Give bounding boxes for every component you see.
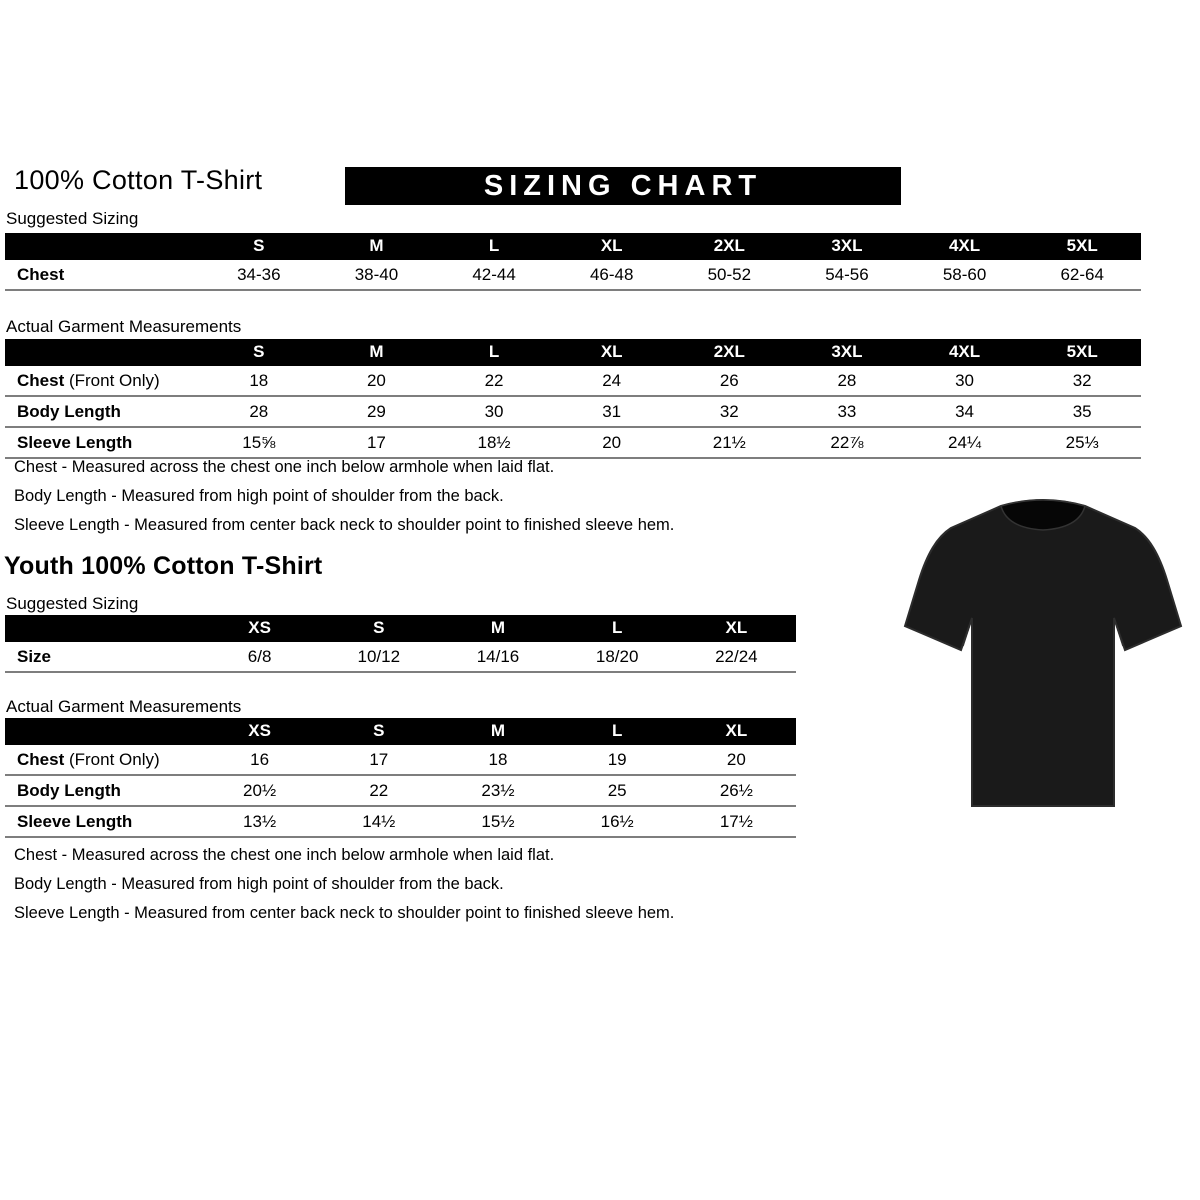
measurement-value: 32 bbox=[1023, 366, 1141, 396]
size-column-header: XL bbox=[677, 718, 796, 745]
youth-suggested-table bbox=[5, 615, 796, 673]
measurement-value: 24¼ bbox=[906, 427, 1024, 458]
measurement-value: 17 bbox=[318, 427, 436, 458]
size-column-header: 2XL bbox=[671, 233, 789, 260]
measurement-value: 34-36 bbox=[200, 260, 318, 290]
measurement-value: 25⅓ bbox=[1023, 427, 1141, 458]
size-column-header: M bbox=[438, 718, 557, 745]
table-row bbox=[5, 642, 796, 672]
row-label: Sleeve Length bbox=[5, 427, 200, 458]
measurement-value: 33 bbox=[788, 396, 906, 427]
row-label: Body Length bbox=[5, 775, 200, 806]
note-chest: Chest - Measured across the chest one inch below armhole when laid flat. bbox=[14, 846, 555, 864]
youth-actual-measurements-label: Actual Garment Measurements bbox=[6, 697, 242, 716]
size-column-header: M bbox=[318, 339, 436, 366]
size-column-header: 4XL bbox=[906, 339, 1024, 366]
table-row bbox=[5, 366, 1141, 396]
youth-measurement-notes bbox=[14, 846, 674, 933]
note-chest: Chest - Measured across the chest one inch below armhole when laid flat. bbox=[14, 458, 555, 476]
size-column-header: 5XL bbox=[1023, 233, 1141, 260]
measurement-value: 13½ bbox=[200, 806, 319, 837]
table-row bbox=[5, 775, 796, 806]
size-column-header: XL bbox=[553, 339, 671, 366]
size-column-header: 3XL bbox=[788, 233, 906, 260]
adult-suggested-sizing-label: Suggested Sizing bbox=[6, 209, 139, 228]
measurement-value: 16½ bbox=[558, 806, 677, 837]
measurement-value: 28 bbox=[200, 396, 318, 427]
table-row bbox=[5, 745, 796, 775]
size-column-header: XS bbox=[200, 718, 319, 745]
measurement-value: 26 bbox=[671, 366, 789, 396]
size-column-header: XL bbox=[553, 233, 671, 260]
size-column-header: XL bbox=[677, 615, 796, 642]
measurement-value: 30 bbox=[906, 366, 1024, 396]
measurement-value: 21½ bbox=[671, 427, 789, 458]
measurement-value: 18 bbox=[438, 745, 557, 775]
row-label: Chest (Front Only) bbox=[5, 366, 200, 396]
table-corner-cell bbox=[5, 615, 200, 642]
measurement-value: 19 bbox=[558, 745, 677, 775]
tshirt-graphic bbox=[893, 476, 1193, 816]
size-column-header: M bbox=[318, 233, 436, 260]
tshirt-body bbox=[905, 500, 1181, 806]
adult-measurement-notes bbox=[14, 458, 674, 545]
measurement-value: 20 bbox=[553, 427, 671, 458]
measurement-value: 58-60 bbox=[906, 260, 1024, 290]
size-column-header: L bbox=[558, 615, 677, 642]
measurement-value: 18/20 bbox=[558, 642, 677, 672]
measurement-value: 28 bbox=[788, 366, 906, 396]
size-column-header: L bbox=[558, 718, 677, 745]
measurement-value: 25 bbox=[558, 775, 677, 806]
size-column-header: 4XL bbox=[906, 233, 1024, 260]
note-body-length: Body Length - Measured from high point of shoulder from the back. bbox=[14, 487, 504, 505]
measurement-value: 50-52 bbox=[671, 260, 789, 290]
size-column-header: L bbox=[435, 233, 553, 260]
table-corner-cell bbox=[5, 718, 200, 745]
youth-section-title: Youth 100% Cotton T-Shirt bbox=[4, 552, 323, 580]
table-row bbox=[5, 260, 1141, 290]
size-column-header: S bbox=[319, 615, 438, 642]
adult-actual-table bbox=[5, 339, 1141, 459]
size-column-header: 5XL bbox=[1023, 339, 1141, 366]
measurement-value: 22⅞ bbox=[788, 427, 906, 458]
table-header-row bbox=[5, 718, 796, 745]
adult-suggested-table bbox=[5, 233, 1141, 291]
measurement-value: 26½ bbox=[677, 775, 796, 806]
youth-actual-table bbox=[5, 718, 796, 838]
sizing-chart-banner: SIZING CHART bbox=[345, 167, 901, 205]
measurement-value: 20 bbox=[677, 745, 796, 775]
size-column-header: L bbox=[435, 339, 553, 366]
measurement-value: 62-64 bbox=[1023, 260, 1141, 290]
measurement-value: 54-56 bbox=[788, 260, 906, 290]
table-header-row bbox=[5, 615, 796, 642]
measurement-value: 32 bbox=[671, 396, 789, 427]
table-corner-cell bbox=[5, 339, 200, 366]
row-label: Sleeve Length bbox=[5, 806, 200, 837]
table-header-row bbox=[5, 233, 1141, 260]
row-label: Chest (Front Only) bbox=[5, 745, 200, 775]
size-column-header: M bbox=[438, 615, 557, 642]
measurement-value: 14/16 bbox=[438, 642, 557, 672]
size-column-header: S bbox=[319, 718, 438, 745]
note-sleeve-length: Sleeve Length - Measured from center back neck to shoulder point to finished sleeve hem. bbox=[14, 904, 675, 922]
row-label: Chest bbox=[5, 260, 200, 290]
measurement-value: 17½ bbox=[677, 806, 796, 837]
note-body-length: Body Length - Measured from high point of shoulder from the back. bbox=[14, 875, 504, 893]
measurement-value: 22/24 bbox=[677, 642, 796, 672]
adult-actual-measurements-label: Actual Garment Measurements bbox=[6, 317, 242, 336]
measurement-value: 17 bbox=[319, 745, 438, 775]
measurement-value: 14½ bbox=[319, 806, 438, 837]
measurement-value: 10/12 bbox=[319, 642, 438, 672]
size-column-header: 2XL bbox=[671, 339, 789, 366]
measurement-value: 46-48 bbox=[553, 260, 671, 290]
table-row bbox=[5, 806, 796, 837]
measurement-value: 34 bbox=[906, 396, 1024, 427]
measurement-value: 20 bbox=[318, 366, 436, 396]
size-column-header: 3XL bbox=[788, 339, 906, 366]
size-column-header: S bbox=[200, 233, 318, 260]
row-label: Body Length bbox=[5, 396, 200, 427]
measurement-value: 22 bbox=[319, 775, 438, 806]
measurement-value: 15⅝ bbox=[200, 427, 318, 458]
measurement-value: 42-44 bbox=[435, 260, 553, 290]
note-sleeve-length: Sleeve Length - Measured from center back neck to shoulder point to finished sleeve hem. bbox=[14, 516, 675, 534]
measurement-value: 16 bbox=[200, 745, 319, 775]
table-header-row bbox=[5, 339, 1141, 366]
table-row bbox=[5, 396, 1141, 427]
measurement-value: 22 bbox=[435, 366, 553, 396]
measurement-value: 30 bbox=[435, 396, 553, 427]
measurement-value: 20½ bbox=[200, 775, 319, 806]
measurement-value: 6/8 bbox=[200, 642, 319, 672]
table-row bbox=[5, 427, 1141, 458]
measurement-value: 38-40 bbox=[318, 260, 436, 290]
measurement-value: 35 bbox=[1023, 396, 1141, 427]
size-column-header: XS bbox=[200, 615, 319, 642]
row-label: Size bbox=[5, 642, 200, 672]
size-column-header: S bbox=[200, 339, 318, 366]
measurement-value: 31 bbox=[553, 396, 671, 427]
measurement-value: 15½ bbox=[438, 806, 557, 837]
measurement-value: 18 bbox=[200, 366, 318, 396]
measurement-value: 18½ bbox=[435, 427, 553, 458]
adult-section-title: 100% Cotton T-Shirt bbox=[14, 165, 263, 195]
measurement-value: 24 bbox=[553, 366, 671, 396]
measurement-value: 29 bbox=[318, 396, 436, 427]
tshirt-image bbox=[893, 476, 1193, 816]
table-corner-cell bbox=[5, 233, 200, 260]
measurement-value: 23½ bbox=[438, 775, 557, 806]
youth-suggested-sizing-label: Suggested Sizing bbox=[6, 594, 139, 613]
